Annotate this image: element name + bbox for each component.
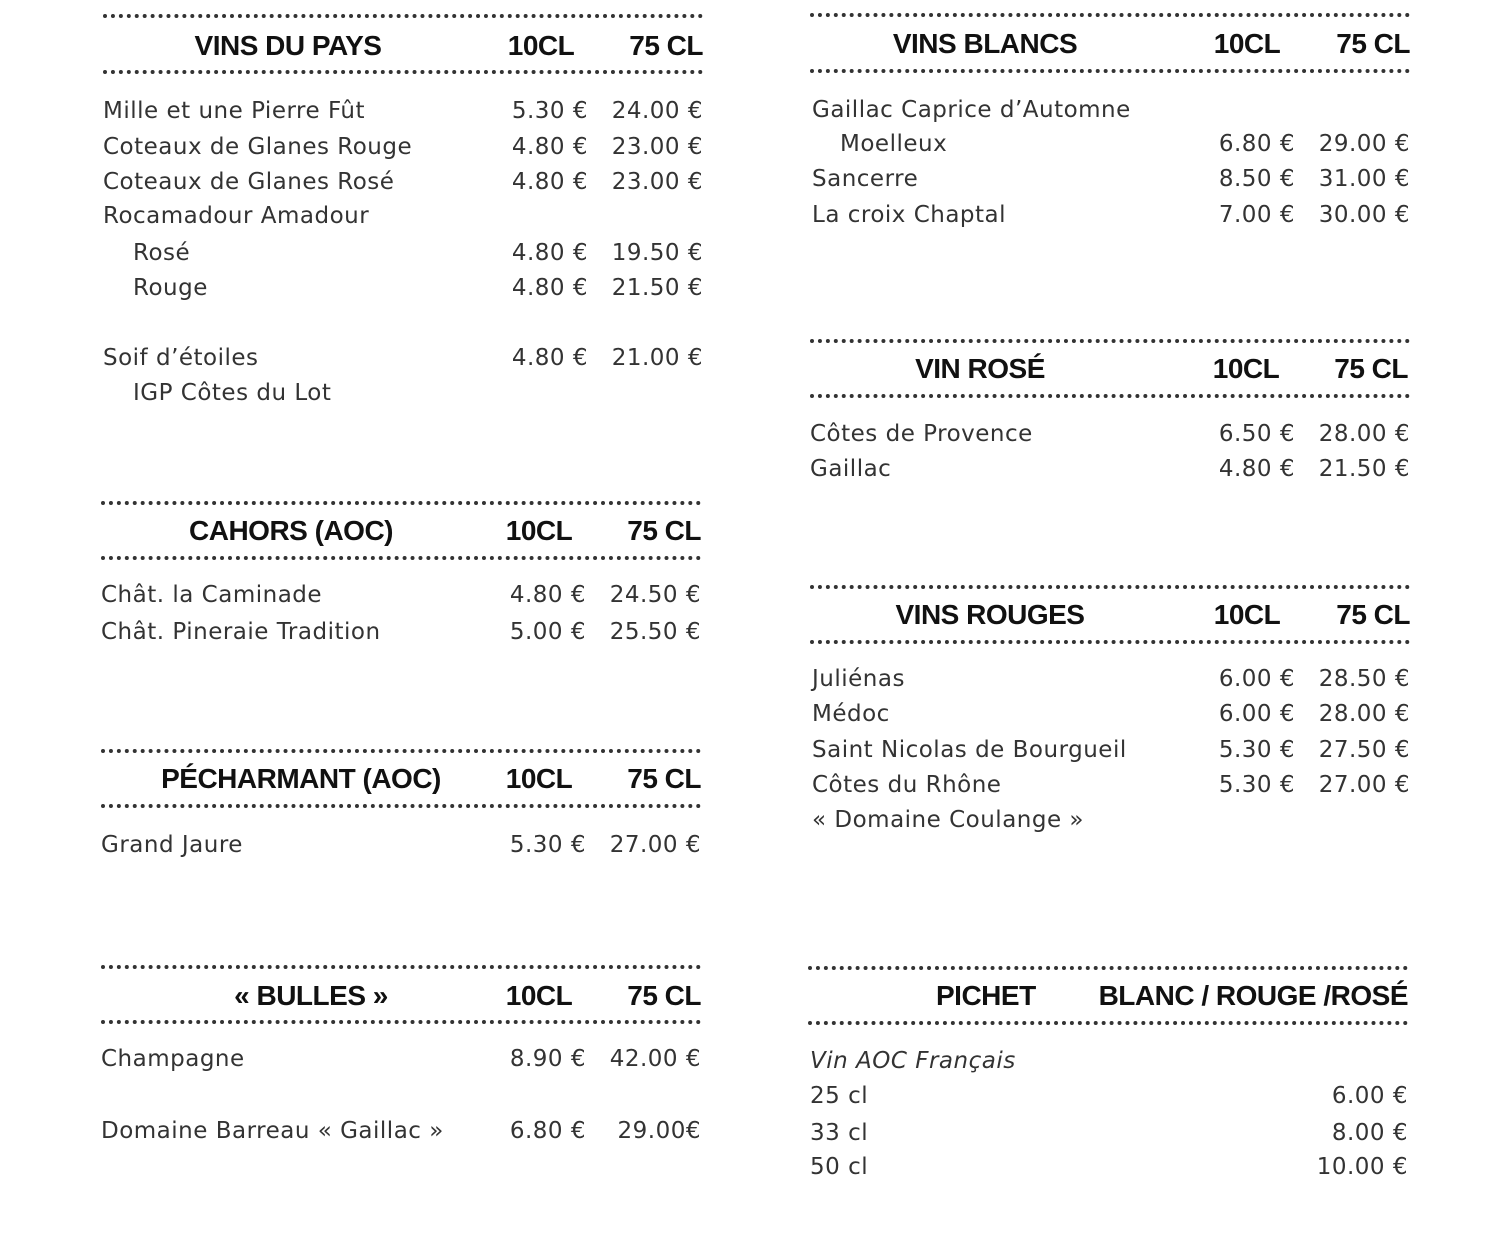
wine-name: Sancerre <box>812 166 919 192</box>
menu-row <box>101 1118 701 1152</box>
wine-name: Rouge <box>133 275 208 301</box>
menu-row <box>810 421 1410 455</box>
wine-name: Grand Jaure <box>101 832 243 858</box>
section-title: CAHORS (AOC) <box>189 515 393 546</box>
price-10cl: 5.00 € <box>509 619 586 645</box>
menu-row <box>810 97 1410 131</box>
price-75cl: 19.50 € <box>611 240 703 266</box>
price-75cl: 29.00€ <box>617 1118 701 1144</box>
wine-name: Moelleux <box>840 131 948 157</box>
column-header-75cl: 75 CL <box>1336 599 1410 630</box>
price-10cl: 6.00 € <box>1218 701 1295 727</box>
price-10cl: 4.80 € <box>511 240 588 266</box>
price-10cl: 6.00 € <box>1218 666 1295 692</box>
column-header-75cl: 75 CL <box>627 763 701 794</box>
price-10cl: 4.80 € <box>511 345 588 371</box>
section-title: « BULLES » <box>234 980 388 1011</box>
price-75cl: 27.50 € <box>1318 737 1410 763</box>
price-10cl: 5.30 € <box>1218 737 1295 763</box>
wine-name: Coteaux de Glanes Rosé <box>103 169 395 195</box>
price-10cl: 4.80 € <box>511 134 588 160</box>
dotted-rule-bottom <box>810 69 1410 73</box>
price-10cl: 5.30 € <box>511 98 588 124</box>
price-10cl: 4.80 € <box>511 275 588 301</box>
column-header-10cl: 10CL <box>505 980 573 1011</box>
price-10cl: 4.80 € <box>509 582 586 608</box>
section-cahors <box>101 501 701 651</box>
column-header-75cl: 75 CL <box>1336 28 1410 59</box>
column-header-10cl: 10CL <box>1213 599 1281 630</box>
menu-row <box>101 582 701 616</box>
price-75cl: 28.00 € <box>1318 421 1410 447</box>
section-title: PÉCHARMANT (AOC) <box>161 763 441 794</box>
menu-row <box>808 1120 1408 1154</box>
column-header-75cl: 75 CL <box>627 515 701 546</box>
dotted-rule-bottom <box>810 394 1410 398</box>
wine-name: Chât. la Caminade <box>101 582 323 608</box>
wine-name: « Domaine Coulange » <box>812 807 1084 833</box>
column-header-10cl: 10CL <box>505 763 573 794</box>
price-75cl: 28.50 € <box>1318 666 1410 692</box>
wine-name: Côtes du Rhône <box>812 772 1002 798</box>
price-75cl: 23.00 € <box>611 169 703 195</box>
price-10cl: 5.30 € <box>509 832 586 858</box>
menu-row <box>103 240 703 274</box>
dotted-rule-top <box>810 13 1410 17</box>
price-75cl: 27.00 € <box>1318 772 1410 798</box>
menu-row <box>810 202 1410 236</box>
wine-name: Juliénas <box>812 666 905 692</box>
price-75cl: 30.00 € <box>1318 202 1410 228</box>
section-title: VIN ROSÉ <box>915 353 1045 384</box>
dotted-rule-bottom <box>101 804 701 808</box>
wine-name: Côtes de Provence <box>810 421 1033 447</box>
price-10cl: 4.80 € <box>1218 456 1295 482</box>
menu-row <box>810 772 1410 806</box>
menu-row <box>810 737 1410 771</box>
size-label: 33 cl <box>810 1120 869 1146</box>
price-10cl: 6.80 € <box>509 1118 586 1144</box>
size-label: 25 cl <box>810 1083 869 1109</box>
price-10cl: 5.30 € <box>1218 772 1295 798</box>
menu-row <box>103 203 703 237</box>
menu-row <box>103 380 703 414</box>
column-header-variants: BLANC / ROUGE /ROSÉ <box>1098 980 1408 1011</box>
column-header-75cl: 75 CL <box>1334 353 1408 384</box>
price-75cl: 21.00 € <box>611 345 703 371</box>
menu-row <box>103 134 703 168</box>
price-75cl: 25.50 € <box>609 619 701 645</box>
wine-name: IGP Côtes du Lot <box>133 380 332 406</box>
menu-row <box>808 1083 1408 1117</box>
section-bulles <box>101 965 701 1165</box>
column-header-10cl: 10CL <box>1213 28 1281 59</box>
menu-row <box>103 275 703 309</box>
price-10cl: 8.50 € <box>1218 166 1295 192</box>
menu-row <box>103 169 703 203</box>
dotted-rule-bottom <box>810 640 1410 644</box>
menu-row <box>810 666 1410 700</box>
dotted-rule-top <box>101 749 701 753</box>
column-header-10cl: 10CL <box>507 30 575 61</box>
wine-name: La croix Chaptal <box>812 202 1007 228</box>
wine-name: Médoc <box>812 701 890 727</box>
menu-row <box>810 807 1410 841</box>
wine-name: Rocamadour Amadour <box>103 203 370 229</box>
price-75cl: 24.00 € <box>611 98 703 124</box>
price-10cl: 8.90 € <box>509 1046 586 1072</box>
menu-row <box>103 345 703 379</box>
menu-row <box>810 131 1410 165</box>
menu-row <box>101 1046 701 1080</box>
menu-row <box>810 456 1410 490</box>
dotted-rule-top <box>101 501 701 505</box>
wine-name: Saint Nicolas de Bourgueil <box>812 737 1127 763</box>
dotted-rule-top <box>103 14 703 18</box>
price-75cl: 29.00 € <box>1318 131 1410 157</box>
price-75cl: 23.00 € <box>611 134 703 160</box>
price: 6.00 € <box>1331 1083 1408 1109</box>
section-title: VINS ROUGES <box>895 599 1085 630</box>
wine-name: Gaillac <box>810 456 892 482</box>
wine-name: Vin AOC Français <box>810 1048 1016 1074</box>
wine-name: Rosé <box>133 240 191 266</box>
dotted-rule-bottom <box>103 70 703 74</box>
menu-row <box>808 1154 1408 1188</box>
wine-name: Coteaux de Glanes Rouge <box>103 134 413 160</box>
price-75cl: 31.00 € <box>1318 166 1410 192</box>
menu-row <box>103 98 703 132</box>
wine-name: Chât. Pineraie Tradition <box>101 619 381 645</box>
dotted-rule-top <box>810 585 1410 589</box>
wine-name: Gaillac Caprice d’Automne <box>812 97 1131 123</box>
size-label: 50 cl <box>810 1154 869 1180</box>
dotted-rule-bottom <box>101 556 701 560</box>
column-header-75cl: 75 CL <box>629 30 703 61</box>
menu-row <box>808 1048 1408 1082</box>
dotted-rule-top <box>808 966 1408 970</box>
dotted-rule-bottom <box>808 1021 1408 1025</box>
wine-name: Mille et une Pierre Fût <box>103 98 366 124</box>
price-10cl: 6.80 € <box>1218 131 1295 157</box>
price-75cl: 24.50 € <box>609 582 701 608</box>
menu-row <box>810 166 1410 200</box>
section-title: VINS DU PAYS <box>194 30 382 61</box>
dotted-rule-bottom <box>101 1020 701 1024</box>
wine-name: Soif d’étoiles <box>103 345 259 371</box>
price-10cl: 7.00 € <box>1218 202 1295 228</box>
menu-row <box>101 832 701 866</box>
menu-row <box>101 619 701 653</box>
price-75cl: 27.00 € <box>609 832 701 858</box>
price: 10.00 € <box>1316 1154 1408 1180</box>
section-title: PICHET <box>936 980 1036 1011</box>
section-title: VINS BLANCS <box>892 28 1078 59</box>
section-pichet <box>808 966 1408 1196</box>
column-header-75cl: 75 CL <box>627 980 701 1011</box>
price-10cl: 4.80 € <box>511 169 588 195</box>
price-10cl: 6.50 € <box>1218 421 1295 447</box>
section-pecharmant <box>101 749 701 869</box>
dotted-rule-top <box>810 339 1410 343</box>
wine-name: Domaine Barreau « Gaillac » <box>101 1118 444 1144</box>
section-vin-rose <box>810 339 1410 489</box>
wine-name: Champagne <box>101 1046 245 1072</box>
column-header-10cl: 10CL <box>505 515 573 546</box>
price-75cl: 21.50 € <box>1318 456 1410 482</box>
price-75cl: 21.50 € <box>611 275 703 301</box>
price-75cl: 42.00 € <box>609 1046 701 1072</box>
price-75cl: 28.00 € <box>1318 701 1410 727</box>
price: 8.00 € <box>1331 1120 1408 1146</box>
section-vins-du-pays <box>103 14 703 414</box>
section-vins-rouges <box>810 585 1410 845</box>
section-vins-blancs <box>810 13 1410 243</box>
dotted-rule-top <box>101 965 701 969</box>
column-header-10cl: 10CL <box>1212 353 1280 384</box>
menu-row <box>810 701 1410 735</box>
